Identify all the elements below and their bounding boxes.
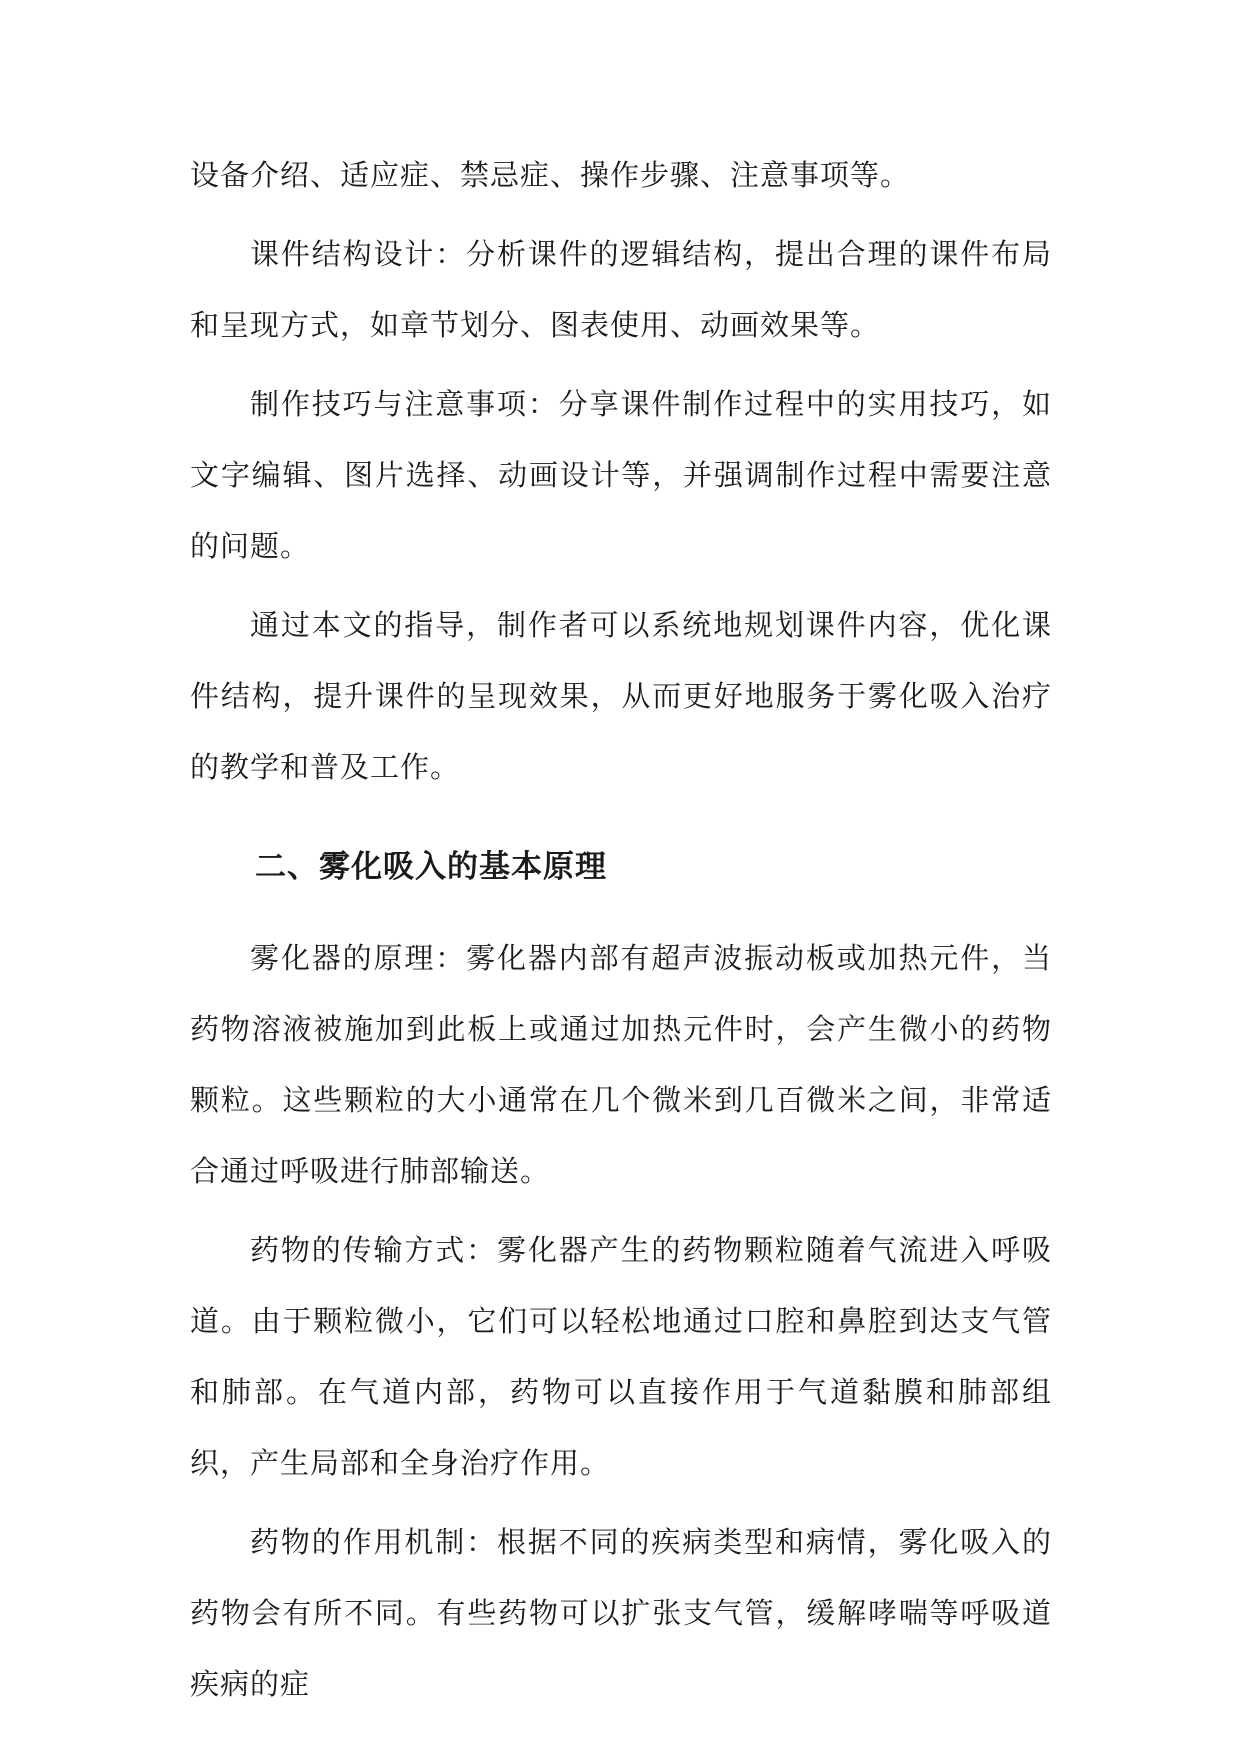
section-heading: 二、雾化吸入的基本原理 (255, 849, 607, 885)
paragraph-drug-mechanism: 药物的作用机制：根据不同的疾病类型和病情，雾化吸入的药物会有所不同。有些药物可以扩张支气管，缓解哮喘等呼吸道疾病的症 (190, 1525, 1052, 1701)
paragraph-courseware-structure: 课件结构设计：分析课件的逻辑结构，提出合理的课件布局和呈现方式，如章节划分、图表使用、动画效果等。 (190, 237, 1052, 342)
paragraph-drug-transport: 药物的传输方式：雾化器产生的药物颗粒随着气流进入呼吸道。由于颗粒微小，它们可以轻松地通过口腔和鼻腔到达支气管和肺部。在气道内部，药物可以直接作用于气道黏膜和肺部组织，产生局部和全身治疗作用。 (190, 1233, 1052, 1480)
paragraph-guidance-summary: 通过本文的指导，制作者可以系统地规划课件内容，优化课件结构，提升课件的呈现效果，从而更好地服务于雾化吸入治疗的教学和普及工作。 (190, 608, 1052, 784)
document-page (190, 140, 1052, 1728)
paragraph-nebulizer-principle: 雾化器的原理：雾化器内部有超声波振动板或加热元件，当药物溶液被施加到此板上或通过加热元件时，会产生微小的药物颗粒。这些颗粒的大小通常在几个微米到几百微米之间，非常适合通过呼吸进行肺部输送。 (190, 941, 1052, 1188)
paragraph-production-tips: 制作技巧与注意事项：分享课件制作过程中的实用技巧，如文字编辑、图片选择、动画设计等，并强调制作过程中需要注意的问题。 (190, 387, 1052, 563)
paragraph-continuation: 设备介绍、适应症、禁忌症、操作步骤、注意事项等。 (190, 158, 911, 192)
